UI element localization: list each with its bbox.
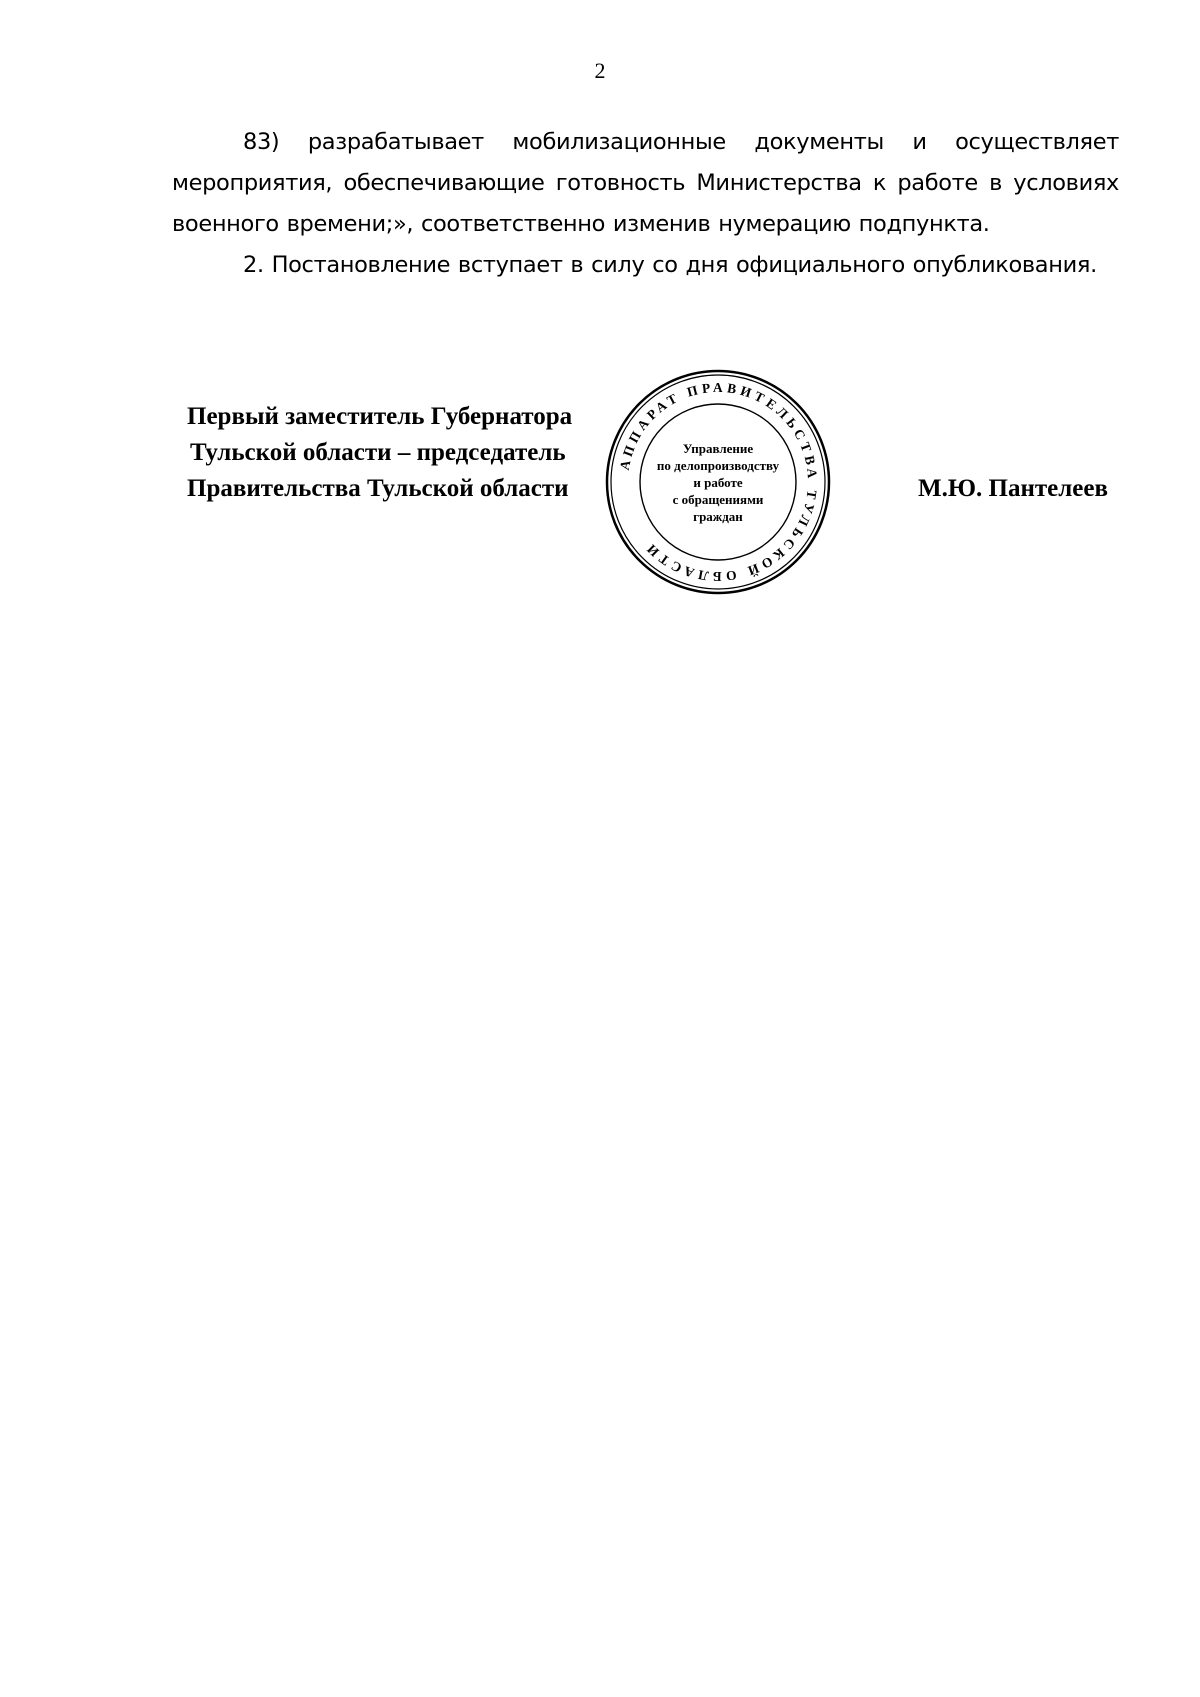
signatory-name: М.Ю. Пантелеев <box>918 475 1108 502</box>
stamp-center-line-3: и работе <box>693 475 743 490</box>
stamp-center-line-4: с обращениями <box>672 492 764 507</box>
document-body <box>172 122 1119 286</box>
stamp-ring-text-path: АППАРАТ ПРАВИТЕЛЬСТВА ТУЛЬСКОЙ ОБЛАСТИ <box>616 379 821 585</box>
signature-position-line-3: Правительства Тульской области <box>187 475 569 502</box>
stamp-center-line-2: по делопроизводству <box>656 458 780 473</box>
stamp-center-text <box>657 441 780 524</box>
signature-position-line-2: Тульской области – председатель <box>190 439 566 466</box>
body-paragraph-1: 83) разрабатывает мобилизационные документы и осуществляет мероприятия, обеспечивающие готовность Министерства к работе в условиях военного времени;», соответственно изменив нумерацию подпункта. <box>172 129 1119 237</box>
signature-position-line-1: Первый заместитель Губернатора <box>187 403 573 430</box>
stamp-center-line-1: Управление <box>682 441 754 456</box>
page-number: 2 <box>594 58 606 83</box>
body-paragraph-2: 2. Постановление вступает в силу со дня официального опубликования. <box>243 252 1097 278</box>
stamp-center-line-5: граждан <box>693 509 743 524</box>
official-stamp <box>603 367 833 597</box>
